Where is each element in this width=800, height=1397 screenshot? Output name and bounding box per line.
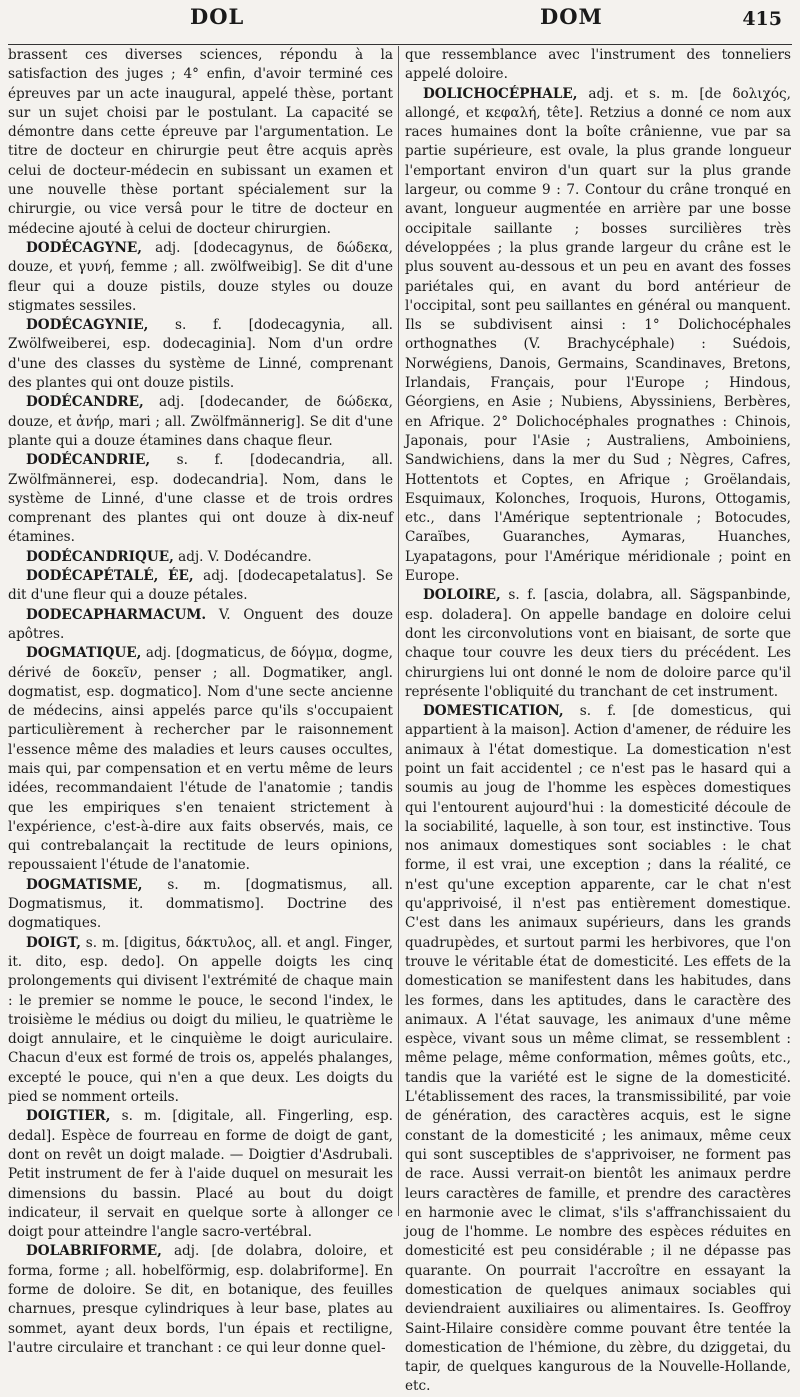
right-guide-word: DOM — [540, 4, 603, 29]
entry-text: adj. [dogmaticus, de δόγμα, dogme, dérivé de δοκεῖν, penser ; all. Dogmatiker, angl. dogmatist, esp. dogmatico]. Nom d'une secte ancienne de médecins, ainsi appelés parce qu'ils s'occupaient particulièrement à rechercher par le raisonnement l'essence même des maladies et leurs causes occultes, mais qui, par compensation et en vertu même de leurs idées, recommandaient l'étude de l'anatomie ; tandis que les empiriques s'en tenaient strictement à l'expérience, c'est-à-dire aux faits observés, mais, ce qui contrebalançait la rectitude de leurs opinions, repoussaient l'étude de l'anatomie. — [8, 645, 393, 874]
dictionary-entry — [405, 85, 791, 587]
entry-headword: DODECAPHARMACUM. — [26, 606, 207, 623]
entry-text: adj. [dodecagynus, de δώδεκα, douze, et γυνή, femme ; all. zwölfweibig]. Se dit d'une fleur qui a douze pistils, douze styles ou douze stigmates sessiles. — [8, 239, 393, 314]
entry-headword: DOGMATISME, — [26, 876, 143, 893]
entry-headword: DODÉCANDRIQUE, — [26, 548, 174, 565]
dictionary-entry — [8, 567, 393, 606]
entry-text: adj. et s. m. [de δολιχός, allongé, et κεφαλή, tête]. Retzius a donné ce nom aux races humaines dont la boîte crânienne, vue par sa partie supérieure, est ovale, la plus grande longueur l'emportant environ d'un quart sur la plus grande largeur, ou comme 9 : 7. Contour du crâne tronqué en avant, longueur augmentée en arrière par une bosse occipitale saillante ; bosses surcilières très développées ; la plus grande largeur du crâne est le plus souvent au-dessous et un peu en avant des fosses pariétales qui, en avant du bord antérieur de l'occipital, sont peu saillantes en général ou manquent. Ils se subdivisent ainsi : 1° Dolichocéphales orthognathes (V. Brachycéphale) : Suédois, Norwégiens, Danois, Germains, Scandinaves, Bretons, Irlandais, Français, pour l'Europe ; Hindous, Géorgiens, en Asie ; Nubiens, Abyssiniens, Berbères, en Afrique. 2° Dolichocéphales prognathes : Chinois, Japonais, pour l'Asie ; Australiens, Amboiniens, Sandwichiens, dans la mer du Sud ; Nègres, Cafres, Hottentots et Coptes, en Afrique ; Groëlandais, Esquimaux, Kolonches, Iroquois, Hurons, Ottogamis, etc., dans l'Amérique septentrionale ; Botocudes, Caraïbes, Guaranches, Aymaras, Huanches, Lyapatagons, pour l'Amérique méridionale ; point en Europe. — [405, 85, 791, 585]
entry-text: s. f. [ascia, dolabra, all. Sägspanbinde, esp. doladera]. On appelle bandage en doloire celui dont les circonvolutions vont en biaisant, de sorte que chaque tour couvre les deux tiers du précédent. Les chirurgiens lui ont donné le nom de doloire parce qu'il représente l'obliquité du tranchant de cet instrument. — [405, 587, 791, 700]
dictionary-entry — [8, 451, 393, 547]
entry-headword: DOLICHOCÉPHALE, — [423, 85, 578, 102]
dictionary-entry — [8, 548, 393, 567]
entry-text: adj. [dodecander, de δώδεκα, douze, et ἀνήρ, mari ; all. Zwölfmännerig]. Se dit d'une plante qui a douze étamines dans chaque fleur. — [8, 394, 393, 449]
header-rule — [8, 44, 792, 45]
dictionary-entry — [405, 702, 791, 1397]
entry-text: adj. V. Dodécandre. — [173, 548, 312, 565]
dictionary-entry — [8, 393, 393, 451]
page-number: 415 — [742, 8, 782, 30]
column-divider — [398, 46, 399, 1216]
entry-text: s. f. [dodecagynia, all. Zwölfweiberei, esp. dodecaginia]. Nom d'un ordre d'une des classes du système de Linné, comprenant des plantes qui ont douze pistils. — [8, 317, 393, 392]
dictionary-entry — [8, 876, 393, 934]
entry-headword: DOIGTIER, — [26, 1108, 111, 1125]
dictionary-entry — [8, 934, 393, 1108]
entry-headword: DODÉCAGYNIE, — [26, 317, 149, 334]
entry-headword: DODÉCAPÉTALÉ, ÉE, — [26, 568, 194, 585]
entry-headword: DOLOIRE, — [423, 587, 501, 604]
entry-text: adj. [dodecapetalatus]. Se dit d'une fleur qui a douze pétales. — [8, 568, 393, 604]
dictionary-entry — [8, 606, 393, 645]
entry-text: s. m. [digitale, all. Fingerling, esp. dedal]. Espèce de fourreau en forme de doigt de gant, dont on revêt un doigt malade. — Doigtier d'Asdrubali. Petit instrument de fer à l'aide duquel on mesurait les dimensions du bassin. Placé au bout du doigt indicateur, il servait en quelque sorte à allonger ce doigt pour atteindre l'angle sacro-vertébral. — [8, 1108, 393, 1241]
entry-headword: DODÉCAGYNE, — [26, 239, 142, 256]
dictionary-entry: que ressemblance avec l'instrument des tonneliers appelé doloire. — [405, 47, 791, 83]
dictionary-entry — [8, 239, 393, 316]
entry-headword: DOIGT, — [26, 934, 81, 951]
entry-text: s. m. [digitus, δάκτυλος, all. et angl. Finger, it. dito, esp. dedo]. On appelle doigts les cinq prolongements qui divisent l'extrémité de chaque main : le premier se nomme le pouce, le second l'index, le troisième le médius ou doigt du milieu, le quatrième le doigt annulaire, et le cinquième le doigt auriculaire. Chacun d'eux est formé de trois os, appelés phalanges, excepté le pouce, qui n'en a que deux. Les doigts du pied se nomment orteils. — [8, 934, 393, 1106]
dictionary-entry — [8, 644, 393, 876]
dictionary-entry — [8, 316, 393, 393]
dictionary-entry — [8, 1107, 393, 1242]
dictionary-entry — [405, 586, 791, 702]
entry-text: s. f. [de domesticus, qui appartient à la maison]. Action d'amener, de réduire les animaux à l'état domestique. La domestication n'est point un fait accidentel ; ce n'est pas le hasard qui a soumis au joug de l'homme les espèces domestiques qui l'entourent aujourd'hui : la domesticité découle de la sociabilité, laquelle, à son tour, est instinctive. Tous nos animaux domestiques sont sociables : le chat forme, il est vrai, une exception ; dans la réalité, ce n'est qu'une exception apparente, car le chat n'est qu'apprivoisé, il n'est pas entièrement domestique. C'est dans les animaux supérieurs, dans les grands quadrupèdes, et surtout parmi les herbivores, que l'on trouve le véritable état de domesticité. Les effets de la domestication se manifestent dans les habitudes, dans les formes, dans les aptitudes, dans le caractère des animaux. A l'état sauvage, les animaux d'une même espèce, vivant sous un même climat, se ressemblent : même pelage, même conformation, mêmes goûts, etc., tandis que la variété est le signe de la domesticité. L'établissement des races, la transmissibilité, par voie de génération, des caractères acquis, est le signe constant de la domesticité ; les animaux, même ceux qui sont susceptibles de s'apprivoiser, ne forment pas de race. Aussi verrait-on bientôt les animaux perdre leurs caractères de famille, et prendre des caractères en harmonie avec le climat, s'ils s'affranchissaient du joug de l'homme. Le nombre des espèces réduites en domesticité est peu considérable ; il ne dépasse pas quarante. On pourrait l'accroître en essayant la domestication de quelques animaux sociables qui deviendraient auxiliaires ou alimentaires. Is. Geoffroy Saint-Hilaire considère comme pouvant être tentée la domestication de l'hémione, du zèbre, du dziggetai, du tapir, de quelques kangurous de la Nouvelle-Hollande, etc. — [405, 703, 791, 1395]
left-column — [8, 46, 393, 1358]
left-guide-word: DOL — [190, 4, 245, 29]
entry-text: s. m. [dogmatismus, all. Dogmatismus, it. dommatismo]. Doctrine des dogmatiques. — [8, 876, 393, 932]
right-column — [405, 46, 791, 1397]
dictionary-entry — [8, 1242, 393, 1358]
dictionary-entry: brassent ces diverses sciences, répondu à la satisfaction des juges ; 4° enfin, d'avoir terminé ces épreuves par un acte inaugural, appelé thèse, portant sur un sujet choisi par le postulant. La capacité se démontre dans cette épreuve par l'argumentation. Le titre de docteur en chirurgie peut être acquis après celui de docteur-médecin en subissant un examen et une nouvelle thèse portant spécialement sur la chirurgie, ou vice versâ pour le titre de docteur en médecine ajouté à celui de docteur chirurgien. — [8, 47, 393, 237]
entry-headword: DOMESTICATION, — [423, 703, 564, 720]
entry-text: V. Onguent des douze apôtres. — [8, 606, 393, 642]
entry-headword: DODÉCANDRE, — [26, 394, 144, 411]
entry-headword: DOLABRIFORME, — [26, 1243, 162, 1260]
entry-headword: DOGMATIQUE, — [26, 645, 142, 662]
entry-text: adj. [de dolabra, doloire, et forma, forme ; all. hobelförmig, esp. dolabriforme]. En forme de doloire. Se dit, en botanique, des feuilles charnues, presque cylindriques à leur base, plates au sommet, ayant deux bords, l'un épais et rectiligne, l'autre circulaire et tranchant : ce qui leur donne quel- — [8, 1243, 393, 1356]
entry-headword: DODÉCANDRIE, — [26, 452, 151, 469]
entry-text: s. f. [dodecandria, all. Zwölfmännerei, esp. dodecandria]. Nom, dans le système de Linné, d'une classe et de trois ordres comprenant des plantes qui ont douze à dix-neuf étamines. — [8, 452, 393, 546]
